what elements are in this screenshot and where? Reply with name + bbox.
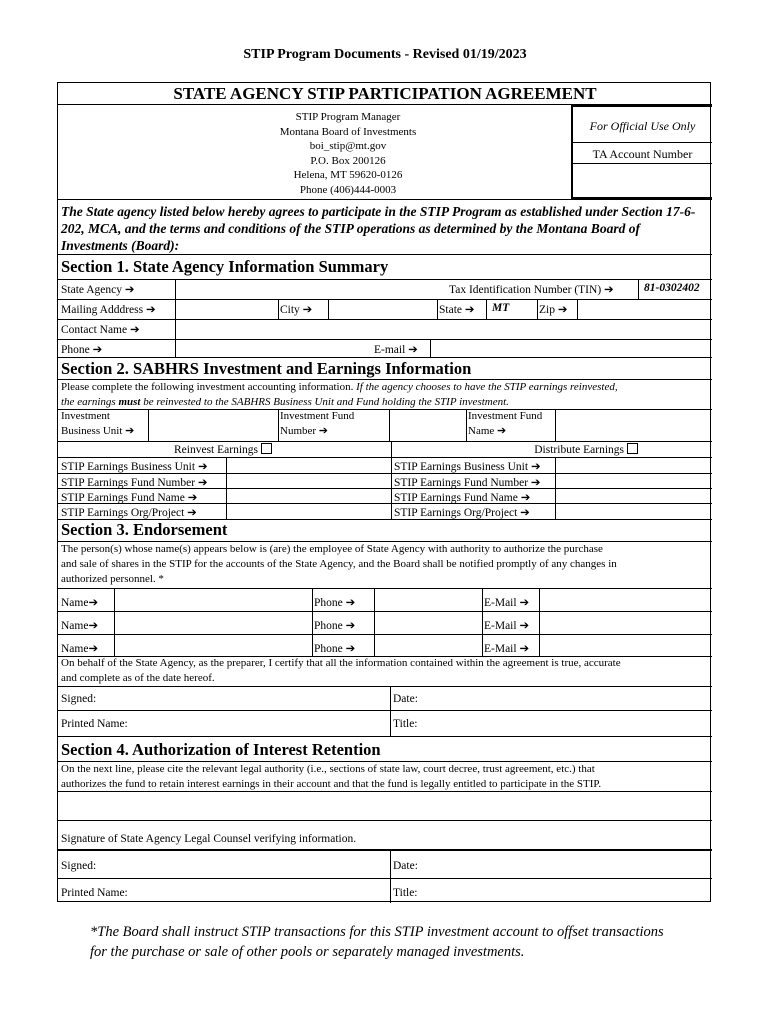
left-earnings-fund-number-label: STIP Earnings Fund Number ➔ [61,477,208,489]
mailing-address-field[interactable] [176,300,276,318]
investment-fund-name-field[interactable] [556,410,708,440]
state-label: State ➔ [439,304,475,316]
name-label-3: Name➔ [61,643,99,655]
investment-fund-number-line: Number ➔ [280,425,329,437]
phone-label-1: Phone ➔ [314,597,356,609]
form-title: STATE AGENCY STIP PARTICIPATION AGREEMENT [173,84,597,103]
title-label-2: Title: [393,887,418,899]
tin-value: 81-0302402 [644,282,700,294]
investment-fund-number-field[interactable] [390,410,466,440]
certification-line: On behalf of the State Agency, as the preparer, I certify that all the information contained within the agreement is true, accurate [61,657,621,669]
email-field-2[interactable] [540,612,708,633]
certification-line: and complete as of the date hereof. [61,672,215,684]
section-2-instructions [61,380,711,410]
right-earnings-org-project-label: STIP Earnings Org/Project ➔ [394,507,530,519]
investment-fund-name-line: Investment Fund [468,410,543,422]
city-label: City ➔ [280,304,313,316]
investment-fund-name-label [468,409,542,439]
investment-fund-name-line: Name ➔ [468,425,507,437]
footnote [90,922,710,962]
distribute-earnings-option[interactable] [392,443,712,456]
title-label: Title: [393,718,418,730]
mailing-address-label: Mailing Adddress ➔ [61,304,156,316]
name-label-2: Name➔ [61,620,99,632]
contact-line: P.O. Box 200126 [310,154,386,167]
signed-label: Signed: [61,693,97,705]
contact-block [198,110,498,197]
section-1-title: Section 1. State Agency Information Summary [61,257,389,276]
printed-name-field-2[interactable] [143,879,388,901]
date-field-2[interactable] [428,851,708,877]
state-agency-label: State Agency ➔ [61,284,135,296]
signed-label-2: Signed: [61,860,97,872]
endorsement-line: and sale of shares in the STIP for the accounts of the State Agency, and the Board shall be notified promptly of any changes in [61,558,617,570]
contact-email: boi_stip@mt.gov [309,140,387,152]
reinvest-earnings-option[interactable] [58,443,388,456]
phone-field-3[interactable] [375,635,481,655]
legal-counsel-signature-label: Signature of State Agency Legal Counsel verifying information. [61,833,357,845]
email-label-3: E-Mail ➔ [484,643,530,655]
name-field-3[interactable] [115,635,311,655]
legal-authority-field[interactable] [60,792,710,819]
right-earnings-fund-name-label: STIP Earnings Fund Name ➔ [394,492,531,504]
phone-field-2[interactable] [375,612,481,633]
footnote-line: for the purchase or sale of other pools or separately managed investments. [90,944,525,960]
endorsement-line: The person(s) whose name(s) appears below is (are) the employee of State Agency with authority to authorize the purchase [61,543,603,555]
signed-field-2[interactable] [108,851,388,877]
phone-field-1[interactable] [375,589,481,610]
distribute-earnings-label: Distribute Earnings [534,444,624,456]
contact-phone: Phone (406)444-0003 [299,183,397,196]
printed-name-label: Printed Name: [61,718,128,730]
zip-label: Zip ➔ [539,304,568,316]
retention-line: authorizes the fund to retain interest earnings in their account and that the fund is legally entitled to participate in the STIP. [61,778,602,790]
instr-plain: Please complete the following investment accounting information. [61,381,354,393]
date-label: Date: [393,693,418,705]
instr-italic-2b: be reinvested to the SABHRS Business Unit and Fund holding the STIP investment. [140,396,509,408]
footnote-line: *The Board shall instruct STIP transactions for this STIP investment account to offset transactions [90,924,664,940]
signed-field[interactable] [108,687,388,709]
email-label-2: E-Mail ➔ [484,620,530,632]
section-3-title: Section 3. Endorsement [61,520,228,539]
reinvest-earnings-label: Reinvest Earnings [174,444,258,456]
contact-line: STIP Program Manager [295,111,401,123]
tin-label: Tax Identification Number (TIN) ➔ [449,284,614,296]
name-field-2[interactable] [115,612,311,633]
title-field[interactable] [428,711,708,735]
zip-field[interactable] [578,300,708,318]
city-field[interactable] [329,300,437,318]
email-field-1[interactable] [540,589,708,610]
section-2-title: Section 2. SABHRS Investment and Earnings Information [61,359,472,378]
agreement-form [57,82,711,902]
instr-italic-1: If the agency chooses to have the STIP earnings reinvested, [353,381,618,393]
official-use-label: For Official Use Only [589,119,696,133]
official-use-box [571,105,712,199]
phone-label-3: Phone ➔ [314,643,356,655]
endorsement-line: authorized personnel. * [61,573,164,585]
contact-line: Helena, MT 59620-0126 [293,169,403,181]
phone-label-2: Phone ➔ [314,620,356,632]
name-label-1: Name➔ [61,597,99,609]
contact-name-field[interactable] [176,320,706,338]
title-field-2[interactable] [428,879,708,901]
email-label: E-mail ➔ [374,344,418,356]
retention-text [61,762,711,792]
instr-italic-2a: the earnings [61,396,119,408]
left-earnings-fund-name-label: STIP Earnings Fund Name ➔ [61,492,198,504]
distribute-earnings-checkbox[interactable] [627,443,638,454]
date-label-2: Date: [393,860,418,872]
investment-business-unit-label [61,409,134,439]
printed-name-label-2: Printed Name: [61,887,128,899]
contact-line: Montana Board of Investments [279,125,417,138]
email-label-1: E-Mail ➔ [484,597,530,609]
investment-business-unit-field[interactable] [149,410,277,440]
investment-bu-line: Business Unit ➔ [61,425,135,437]
left-earnings-bu-label: STIP Earnings Business Unit ➔ [61,461,208,473]
right-earnings-bu-label: STIP Earnings Business Unit ➔ [394,461,541,473]
date-field[interactable] [428,687,708,709]
email-field-3[interactable] [540,635,708,655]
right-earnings-fund-number-label: STIP Earnings Fund Number ➔ [394,477,541,489]
phone-field[interactable] [176,340,372,356]
section-4-title: Section 4. Authorization of Interest Retention [61,740,381,759]
ta-account-label: TA Account Number [592,147,693,161]
intro-statement: The State agency listed below hereby agrees to participate in the STIP Program as established under Section 17-6-202, MCA, and the terms and conditions of the STIP operations as determined by the Montana Board of Investments (Board): [61,204,696,253]
printed-name-field[interactable] [143,711,388,735]
investment-fund-number-line: Investment Fund [280,410,355,422]
contact-name-label: Contact Name ➔ [61,324,140,336]
state-agency-field[interactable] [176,280,446,298]
state-value: MT [492,302,510,314]
endorsement-text [61,542,711,587]
name-field-1[interactable] [115,589,311,610]
instr-must: must [118,396,141,408]
certification-text [61,656,711,686]
investment-fund-number-label [280,409,354,439]
email-field[interactable] [431,340,707,356]
document-header: STIP Program Documents - Revised 01/19/2023 [243,47,527,62]
retention-line: On the next line, please cite the relevant legal authority (i.e., sections of state law, court decree, trust agreement, etc.) that [61,763,595,775]
reinvest-earnings-checkbox[interactable] [261,443,272,454]
phone-label: Phone ➔ [61,344,103,356]
left-earnings-org-project-label: STIP Earnings Org/Project ➔ [61,507,197,519]
investment-bu-line: Investment [61,410,110,422]
